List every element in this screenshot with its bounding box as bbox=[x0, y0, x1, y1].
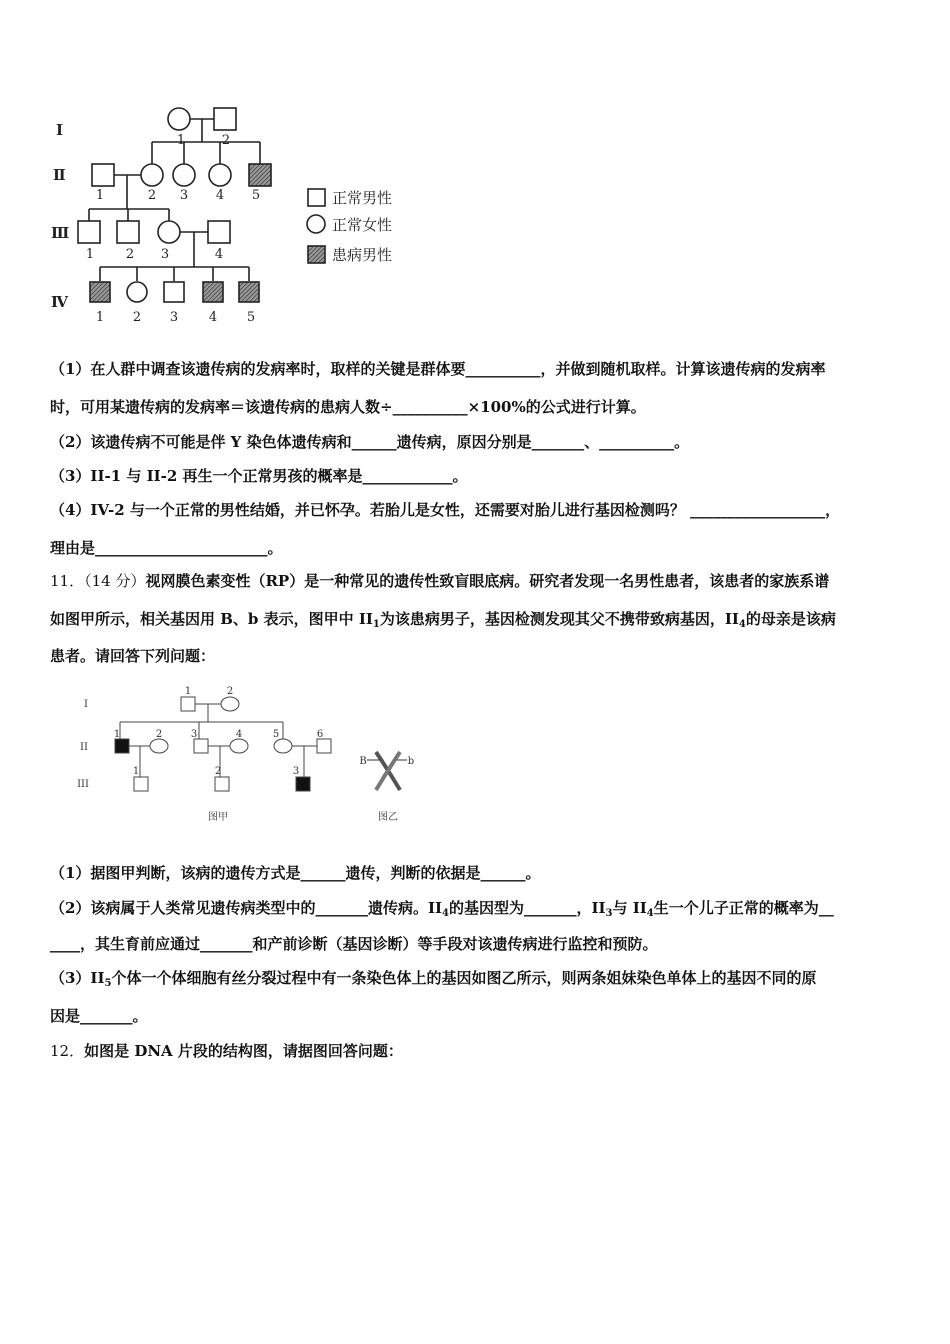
legend-normal-male: 正常男性 bbox=[332, 189, 393, 207]
caption-fig-b: 图乙 bbox=[378, 812, 398, 823]
fig2-num-i2: 2 bbox=[226, 686, 234, 697]
q10-part3: （3）II-1 与 II-2 再生一个正常男孩的概率是____________。 bbox=[50, 467, 468, 485]
fig2-num-ii4: 4 bbox=[235, 729, 243, 740]
q10-part2: （2）该遗传病不可能是伴 Y 染色体遗传病和______遗传病，原因分别是_______、__________。 bbox=[50, 433, 690, 451]
q11-part2-seg-d: 生一个儿子正常的概率为__ bbox=[653, 899, 834, 917]
q10-part4-line2: 理由是_______________________。 bbox=[50, 539, 283, 557]
num-iv2: 2 bbox=[132, 310, 142, 325]
num-iv3: 3 bbox=[169, 310, 179, 325]
q11-part3-seg-b: 个体一个体细胞有丝分裂过程中有一条染色体上的基因如图乙所示，则两条姐妹染色单体上的基因不同的原 bbox=[111, 969, 817, 987]
legend-normal-female: 正常女性 bbox=[332, 216, 393, 234]
q11-score: （14 分） bbox=[84, 572, 146, 590]
fig2-gen-3: III bbox=[77, 779, 89, 790]
num-ii1: 1 bbox=[95, 188, 105, 203]
gen-label-3: Ⅲ bbox=[51, 224, 70, 242]
q11-part2-seg-c: 与 II bbox=[612, 899, 647, 917]
caption-fig-a: 图甲 bbox=[208, 812, 228, 823]
q11-part2-seg-a: （2）该病属于人类常见遗传病类型中的_______遗传病。II bbox=[50, 899, 442, 917]
num-ii2: 2 bbox=[147, 188, 157, 203]
q11-stem-line3: 患者。请回答下列问题： bbox=[50, 647, 216, 665]
num-iii1: 1 bbox=[85, 247, 95, 262]
q11-part1: （1）据图甲判断，该病的遗传方式是______遗传，判断的依据是______。 bbox=[50, 864, 541, 882]
num-i1: 1 bbox=[176, 133, 186, 148]
q11-stem-seg-b: 为该患病男子，基因检测发现其父不携带致病基因，II bbox=[379, 610, 739, 628]
q10-part1-line1: （1）在人群中调查该遗传病的发病率时，取样的关键是群体要__________，并做到随机取样。计算该遗传病的发病率 bbox=[50, 360, 826, 378]
num-iii3: 3 bbox=[160, 247, 170, 262]
legend-affected-male: 患病男性 bbox=[332, 246, 393, 264]
fig2-num-ii6: 6 bbox=[316, 729, 324, 740]
gen-label-1: Ⅰ bbox=[56, 121, 64, 139]
fig2-num-i1: 1 bbox=[184, 686, 192, 697]
gen-label-2: Ⅱ bbox=[53, 166, 66, 184]
fig2-gen-1: I bbox=[84, 699, 88, 710]
fig2-num-ii2: 2 bbox=[155, 729, 163, 740]
num-iii4: 4 bbox=[214, 247, 224, 262]
num-i2: 2 bbox=[221, 133, 231, 148]
q11-stem-sub-2: 4 bbox=[738, 619, 746, 630]
q11-part2-seg-b: 的基因型为_______，II bbox=[448, 899, 606, 917]
q12-text: 如图是 DNA 片段的结构图，请据图回答问题： bbox=[84, 1042, 403, 1060]
fig2-num-ii1: 1 bbox=[113, 729, 121, 740]
fig2-num-ii3: 3 bbox=[190, 729, 198, 740]
q11-part2-line2: ____，其生育前应通过_______和产前诊断（基因诊断）等手段对该遗传病进行监控和预防。 bbox=[50, 935, 658, 953]
q11-stem-text: 视网膜色素变性（RP）是一种常见的遗传性致盲眼底病。研究者发现一名男性患者，该患者的家族系谱 bbox=[145, 572, 830, 590]
q11-part3-line1 bbox=[50, 967, 910, 989]
q10-part1-line2: 时，可用某遗传病的发病率＝该遗传病的患病人数÷__________×100%的公式进行计算。 bbox=[50, 398, 646, 416]
q11-part2-line1 bbox=[50, 897, 910, 919]
num-ii3: 3 bbox=[179, 188, 189, 203]
num-iv1: 1 bbox=[95, 310, 105, 325]
q11-part2-sub-1: 4 bbox=[441, 908, 449, 919]
q11-stem-sub-1: 1 bbox=[372, 619, 380, 630]
num-iv4: 4 bbox=[208, 310, 218, 325]
fig2-gen-2: II bbox=[80, 742, 88, 753]
fig2-num-iii2: 2 bbox=[214, 766, 222, 777]
q11-part3-line2: 因是_______。 bbox=[50, 1007, 148, 1025]
num-ii4: 4 bbox=[215, 188, 225, 203]
q11-part2-sub-3: 4 bbox=[646, 908, 654, 919]
fig2-num-iii3: 3 bbox=[292, 766, 300, 777]
num-iv5: 5 bbox=[246, 310, 256, 325]
allele-B-label: B bbox=[359, 756, 367, 767]
q11-stem-seg-a: 如图甲所示，相关基因用 B、b 表示，图甲中 II bbox=[50, 610, 373, 628]
q12-number: 12． bbox=[50, 1042, 85, 1060]
q10-part4-line1: （4）IV-2 与一个正常的男性结婚，并已怀孕。若胎儿是女性，还需要对胎儿进行基因检测吗？ __________________， bbox=[50, 501, 841, 519]
q11-part2-sub-2: 3 bbox=[605, 908, 613, 919]
q11-stem-line1 bbox=[50, 570, 910, 592]
allele-b-label: b bbox=[407, 756, 415, 767]
num-iii2: 2 bbox=[125, 247, 135, 262]
pedigree-figure-2 bbox=[70, 680, 430, 830]
pedigree-figure-1 bbox=[40, 95, 420, 335]
q12-stem bbox=[50, 1040, 910, 1062]
gen-label-4: Ⅳ bbox=[51, 293, 69, 311]
q11-part3-sub: 5 bbox=[104, 978, 112, 989]
num-ii5: 5 bbox=[251, 188, 261, 203]
q11-stem-seg-c: 的母亲是该病 bbox=[745, 610, 836, 628]
fig2-num-ii5: 5 bbox=[272, 729, 280, 740]
q11-part3-seg-a: （3）II bbox=[50, 969, 105, 987]
q11-stem-line2 bbox=[50, 608, 910, 630]
q11-number: 11． bbox=[50, 572, 85, 590]
fig2-num-iii1: 1 bbox=[132, 766, 140, 777]
